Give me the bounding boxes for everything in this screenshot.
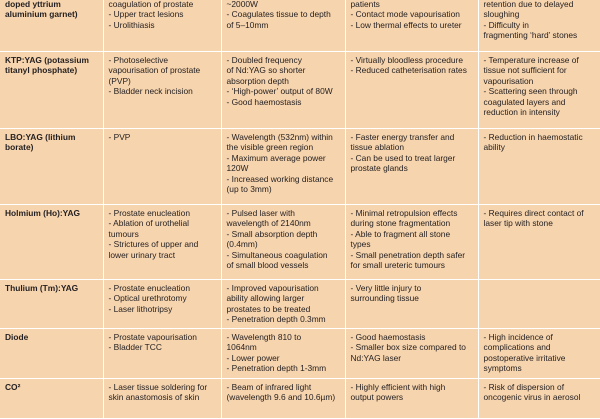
advantages-cell <box>345 128 478 204</box>
cell-line: aluminium garnet) <box>5 9 78 20</box>
cell-line: - Prostate enucleation <box>108 207 190 218</box>
cell-line: - Wavelength 810 to <box>226 331 302 342</box>
cell-line: borate) <box>5 142 34 153</box>
disadvantages-cell <box>478 378 600 418</box>
cell-line: Diode <box>5 331 29 342</box>
cell-line: reduction in intensity <box>483 107 560 118</box>
cell-line: - Ablation of urothelial <box>108 218 190 229</box>
cell-line: tissue not sufficient for <box>483 65 567 76</box>
cell-line: - Laser tissue soldering for <box>108 381 208 392</box>
disadvantages-cell <box>478 204 600 279</box>
cell-line: wavelength of 2140nm <box>226 218 311 229</box>
cell-line: - High incidence of <box>483 331 553 342</box>
uses-cell <box>103 0 221 51</box>
cell-line: - Low thermal effects to ureter <box>350 19 462 30</box>
cell-line: titanyl phosphate) <box>5 65 78 76</box>
uses-cell <box>103 204 221 279</box>
cell-line: lower urinary tract <box>108 249 176 260</box>
properties-cell <box>221 328 345 378</box>
cell-line: - Difficulty in <box>483 19 529 30</box>
cell-line: ability <box>483 142 505 153</box>
cell-line: - Able to fragment all stone <box>350 228 451 239</box>
disadvantages-cell <box>478 128 600 204</box>
cell-line: KTP:YAG (potassium <box>5 54 89 65</box>
properties-cell <box>221 128 345 204</box>
cell-line: ability allowing larger <box>226 293 305 304</box>
table-row <box>0 204 600 279</box>
cell-line: complications and <box>483 342 551 353</box>
cell-line: - Temperature increase of <box>483 54 579 65</box>
cell-line: - Photoselective <box>108 54 169 65</box>
cell-line: - Reduction in haemostatic <box>483 131 583 142</box>
cell-line: LBO:YAG (lithium <box>5 131 76 142</box>
cell-line: - Virtually bloodless procedure <box>350 54 464 65</box>
cell-line: - Minimal retropulsion effects <box>350 207 458 218</box>
table-row <box>0 378 600 418</box>
cell-line: - Contact mode vapourisation <box>350 9 460 20</box>
cell-line: Holmium (Ho):YAG <box>5 207 81 218</box>
cell-line: - Beam of infrared light <box>226 381 312 392</box>
properties-cell <box>221 0 345 51</box>
cell-line: Thulium (Tm):YAG <box>5 282 79 293</box>
cell-line: - Upper tract lesions <box>108 9 184 20</box>
properties-cell <box>221 279 345 328</box>
cell-line: of 5–10mm <box>226 19 269 30</box>
advantages-cell <box>345 204 478 279</box>
cell-line: for small ureteric tumours <box>350 260 445 271</box>
disadvantages-cell <box>478 51 600 128</box>
cell-line: vapourisation of prostate <box>108 65 201 76</box>
laser-name-cell <box>0 378 103 418</box>
cell-line: (PVP) <box>108 75 131 86</box>
cell-line: of Nd:YAG so shorter <box>226 65 306 76</box>
cell-line: prostates to be treated <box>226 303 311 314</box>
cell-line: - Maximum average power <box>226 152 326 163</box>
cell-line: - Very little injury to <box>350 282 422 293</box>
cell-line: - Small penetration depth safer <box>350 249 466 260</box>
properties-cell <box>221 378 345 418</box>
cell-line: types <box>350 239 371 250</box>
cell-line: CO² <box>5 381 21 392</box>
advantages-cell <box>345 378 478 418</box>
advantages-cell <box>345 0 478 51</box>
laser-name-cell <box>0 128 103 204</box>
disadvantages-cell <box>478 279 600 328</box>
cell-line: - Optical urethrotomy <box>108 293 187 304</box>
cell-line: absorption depth <box>226 75 289 86</box>
cell-line: - Penetration depth 1-3mm <box>226 363 327 374</box>
cell-line: 120W <box>226 163 249 174</box>
cell-line: - Prostate vapourisation <box>108 331 197 342</box>
cell-line: - PVP <box>108 131 131 142</box>
table-row <box>0 0 600 51</box>
cell-line: ~2000W <box>226 0 258 9</box>
cell-line: the visible green region <box>226 142 314 153</box>
cell-line: (up to 3mm) <box>226 184 272 195</box>
cell-line: surrounding tissue <box>350 293 419 304</box>
cell-line: (0.4mm) <box>226 239 258 250</box>
cell-line: - Highly efficient with high <box>350 381 446 392</box>
cell-line: - Penetration depth 0.3mm <box>226 314 326 325</box>
cell-line: - Requires direct contact of <box>483 207 584 218</box>
table-row <box>0 128 600 204</box>
cell-line: patients <box>350 0 380 9</box>
cell-line: coagulated layers and <box>483 96 566 107</box>
uses-cell <box>103 328 221 378</box>
laser-name-cell <box>0 328 103 378</box>
cell-line: - Doubled frequency <box>226 54 302 65</box>
cell-line: - Risk of dispersion of <box>483 381 565 392</box>
cell-line: - Smaller box size compared to <box>350 342 466 353</box>
cell-line: coagulation of prostate <box>108 0 194 9</box>
cell-line: - Prostate enucleation <box>108 282 190 293</box>
laser-name-cell <box>0 279 103 328</box>
cell-line: during stone fragmentation <box>350 218 451 229</box>
cell-line: output powers <box>350 392 404 403</box>
uses-cell <box>103 279 221 328</box>
disadvantages-cell <box>478 0 600 51</box>
cell-line: - Good haemostasis <box>226 96 302 107</box>
uses-cell <box>103 128 221 204</box>
cell-line: - Increased working distance <box>226 173 334 184</box>
cell-line: laser tip with stone <box>483 218 553 229</box>
advantages-cell <box>345 328 478 378</box>
properties-cell <box>221 51 345 128</box>
cell-line: doped yttrium <box>5 0 61 9</box>
cell-line: - Strictures of upper and <box>108 239 199 250</box>
cell-line: - Laser lithotripsy <box>108 303 173 314</box>
cell-line: - Pulsed laser with <box>226 207 295 218</box>
cell-line: symptoms <box>483 363 522 374</box>
cell-line: - Small absorption depth <box>226 228 318 239</box>
laser-name-cell <box>0 51 103 128</box>
cell-line: skin anastomosis of skin <box>108 392 200 403</box>
cell-line: oncogenic virus in aerosol <box>483 392 581 403</box>
cell-line: (wavelength 9.6 and 10.6µm) <box>226 392 336 403</box>
advantages-cell <box>345 279 478 328</box>
cell-line: retention due to delayed <box>483 0 574 9</box>
cell-line: - Lower power <box>226 352 280 363</box>
laser-name-cell <box>0 0 103 51</box>
cell-line: - Coagulates tissue to depth <box>226 9 331 20</box>
cell-line: - Faster energy transfer and <box>350 131 455 142</box>
cell-line: prostate glands <box>350 163 408 174</box>
cell-line: postoperative irritative <box>483 352 566 363</box>
properties-cell <box>221 204 345 279</box>
advantages-cell <box>345 51 478 128</box>
cell-line: - Scattering seen through <box>483 86 578 97</box>
disadvantages-cell <box>478 328 600 378</box>
cell-line: - Reduced catheterisation rates <box>350 65 467 76</box>
cell-line: - Bladder TCC <box>108 342 162 353</box>
cell-line: sloughing <box>483 9 520 20</box>
cell-line: - Good haemostasis <box>350 331 426 342</box>
cell-line: - Urolithiasis <box>108 19 155 30</box>
uses-cell <box>103 51 221 128</box>
cell-line: - Wavelength (532nm) within <box>226 131 333 142</box>
cell-line: of small blood vessels <box>226 260 309 271</box>
cell-line: - Simultaneous coagulation <box>226 249 328 260</box>
cell-line: - ‘High-power’ output of 80W <box>226 86 333 97</box>
cell-line: vapourisation <box>483 75 534 86</box>
cell-line: - Can be used to treat larger <box>350 152 456 163</box>
cell-line: - Bladder neck incision <box>108 86 193 97</box>
cell-line: Nd:YAG laser <box>350 352 402 363</box>
table-row <box>0 328 600 378</box>
cell-line: - Improved vapourisation <box>226 282 319 293</box>
uses-cell <box>103 378 221 418</box>
table-row <box>0 279 600 328</box>
laser-name-cell <box>0 204 103 279</box>
table-row <box>0 51 600 128</box>
cell-line: fragmenting ‘hard’ stones <box>483 30 578 41</box>
cell-line: tumours <box>108 228 139 239</box>
cell-line: tissue ablation <box>350 142 405 153</box>
cell-line: 1064nm <box>226 342 257 353</box>
